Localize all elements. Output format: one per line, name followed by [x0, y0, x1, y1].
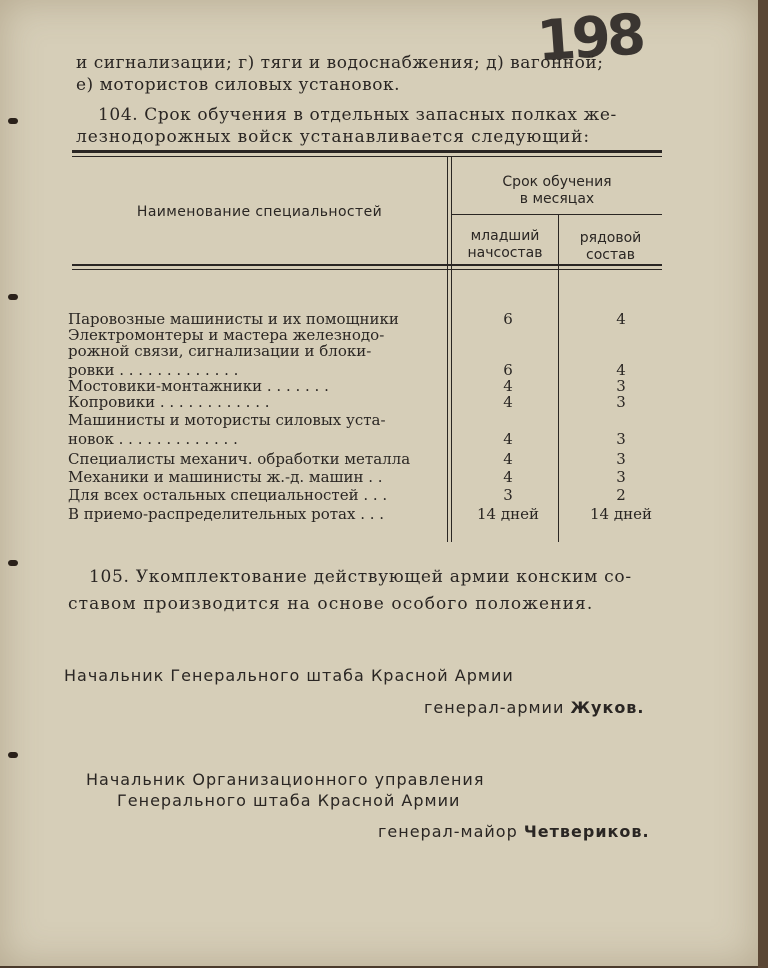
- specialty-name: Машинисты и мотористы силовых уста-: [68, 411, 386, 429]
- junior-term: 3: [503, 486, 513, 504]
- column-header-junior-line1: младший: [470, 228, 540, 244]
- intro-line-2: е) мотористов силовых установок.: [76, 75, 400, 95]
- private-term: 3: [616, 468, 626, 486]
- private-term: 3: [616, 393, 626, 411]
- private-term: 4: [616, 310, 626, 328]
- signature-2-rank: генерал-майор: [378, 822, 518, 841]
- table-row: [68, 412, 663, 428]
- column-header-private-line1: рядовой: [579, 230, 642, 246]
- junior-term: 4: [503, 377, 513, 395]
- junior-term: 4: [503, 430, 513, 448]
- specialty-name: Электромонтеры и мастера железнодо-: [68, 326, 385, 344]
- private-term: 14 дней: [590, 505, 652, 523]
- specialty-name: В приемо-распределительных ротах . . .: [68, 505, 385, 523]
- private-term: 3: [616, 430, 626, 448]
- paragraph-105-line-2: ставом производится на основе особого положения.: [68, 594, 594, 614]
- junior-term: 6: [503, 361, 513, 379]
- table-row: [68, 451, 663, 467]
- column-header-junior-line2: начсостав: [467, 245, 543, 261]
- column-header-private-line2: состав: [586, 247, 635, 263]
- table-row: [68, 506, 663, 522]
- table-row: [68, 431, 663, 447]
- signature-1-title: Начальник Генерального штаба Красной Армии: [64, 666, 514, 685]
- signature-2-surname: Четвериков.: [523, 822, 650, 841]
- junior-term: 6: [503, 310, 513, 328]
- signature-2-name: [378, 822, 650, 842]
- junior-term: 4: [503, 468, 513, 486]
- handwritten-page-number: 198: [534, 2, 645, 75]
- signature-1-surname: Жуков.: [570, 698, 645, 717]
- binding-hole: [8, 752, 18, 758]
- table-row: [68, 311, 663, 327]
- table-row: [68, 343, 663, 359]
- paragraph-104-line-2: лезнодорожных войск устанавливается следующий:: [76, 127, 590, 147]
- binding-hole: [8, 294, 18, 300]
- table-row: [68, 469, 663, 485]
- table-row: [68, 362, 663, 378]
- signature-2-title-line-1: Начальник Организационного управления: [86, 770, 485, 789]
- signature-2-title-line-2: Генерального штаба Красной Армии: [117, 791, 461, 810]
- binding-hole: [8, 560, 18, 566]
- column-header-term-line1: Срок обучения: [502, 174, 612, 190]
- private-term: 3: [616, 377, 626, 395]
- specialty-name: Мостовики-монтажники . . . . . . .: [68, 377, 329, 395]
- table-row: [68, 394, 663, 410]
- junior-term: 4: [503, 450, 513, 468]
- paragraph-105-line-1: 105. Укомплектование действующей армии конским со-: [89, 567, 632, 587]
- column-header-specialty: Наименование специальностей: [136, 204, 383, 220]
- specialty-name: новок . . . . . . . . . . . . .: [68, 430, 238, 448]
- private-term: 3: [616, 450, 626, 468]
- table-row: [68, 487, 663, 503]
- table-row: [68, 327, 663, 343]
- intro-line-1: и сигнализации; г) тяги и водоснабжения; д) вагонной;: [76, 53, 604, 73]
- private-term: 4: [616, 361, 626, 379]
- junior-term: 14 дней: [477, 505, 539, 523]
- specialty-name: Специалисты механич. обработки металла: [68, 450, 411, 468]
- signature-1-name: [424, 698, 645, 718]
- specialty-name: ровки . . . . . . . . . . . . .: [68, 361, 239, 379]
- paragraph-104-line-1: 104. Срок обучения в отдельных запасных полках же-: [98, 105, 617, 125]
- table-row: [68, 378, 663, 394]
- binding-hole: [8, 118, 18, 124]
- specialty-name: Копровики . . . . . . . . . . . .: [68, 393, 270, 411]
- page-edge: [758, 0, 768, 968]
- signature-1-rank: генерал-армии: [424, 698, 565, 717]
- column-header-term-line2: в месяцах: [519, 191, 595, 207]
- specialty-name: Паровозные машинисты и их помощники: [68, 310, 399, 328]
- junior-term: 4: [503, 393, 513, 411]
- private-term: 2: [616, 486, 626, 504]
- specialty-name: рожной связи, сигнализации и блоки-: [68, 342, 372, 360]
- specialty-name: Для всех остальных специальностей . . .: [68, 486, 388, 504]
- specialty-name: Механики и машинисты ж.-д. машин . .: [68, 468, 383, 486]
